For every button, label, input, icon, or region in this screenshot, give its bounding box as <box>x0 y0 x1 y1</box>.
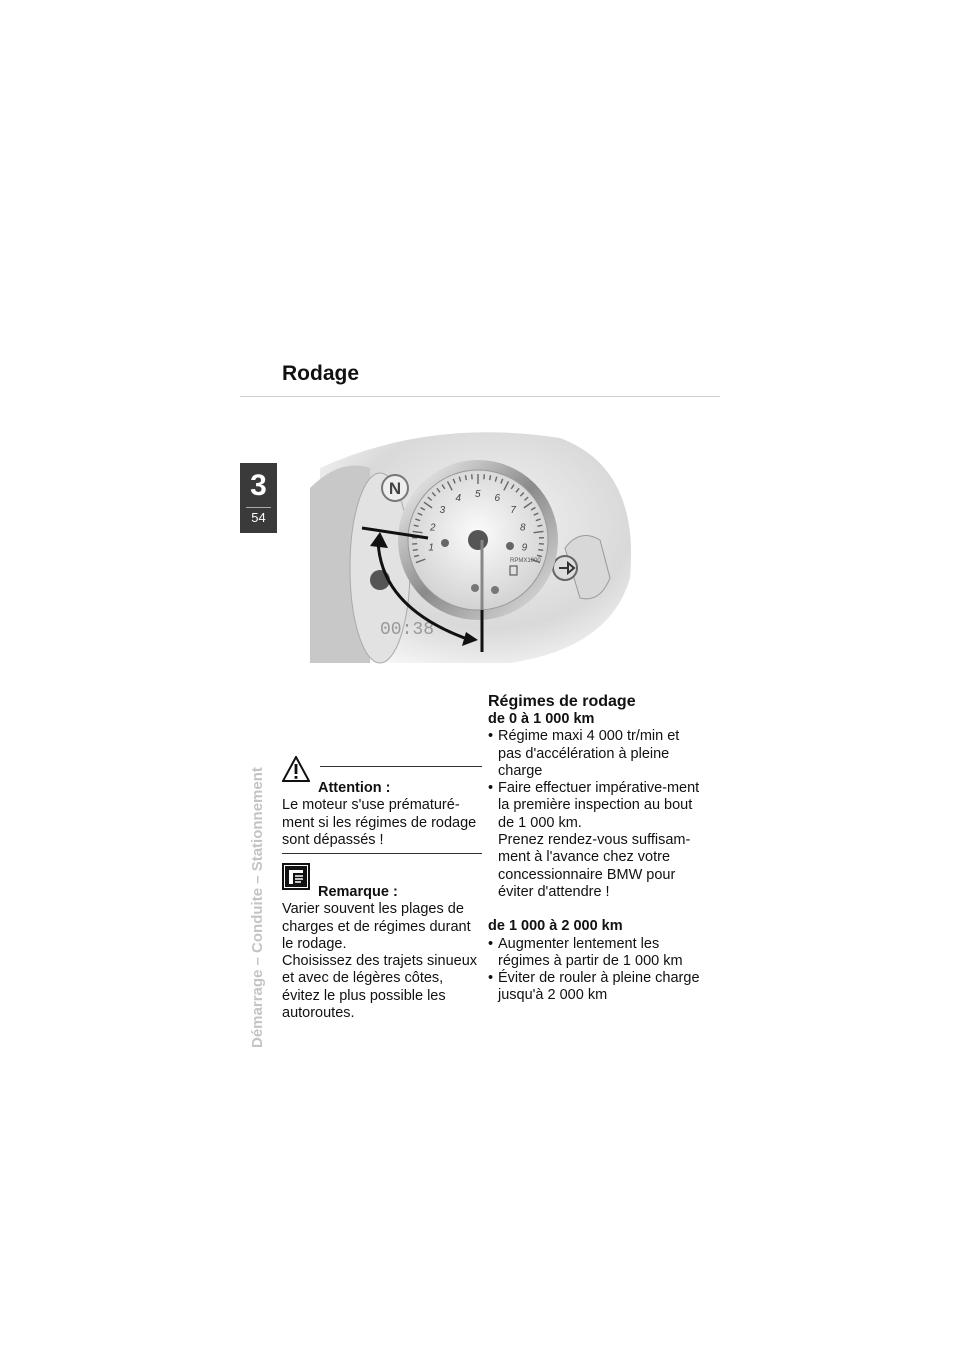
phase2-label: de 1 000 à 2 000 km <box>488 918 623 935</box>
chapter-section-title: Démarrage – Conduite – Stationnement <box>249 767 266 1048</box>
tach-number: 4 <box>455 493 462 505</box>
attention-top-rule <box>320 766 482 767</box>
phase1-followup: Prenez rendez-vous suffisam-ment à l'avance chez votre concessionnaire BMW pour éviter d'attendre ! <box>498 832 691 900</box>
tach-number: 1 <box>428 542 434 554</box>
attention-bottom-rule <box>282 853 482 854</box>
list-item: • Éviter de rouler à pleine charge jusqu'à 2 000 km <box>488 970 703 1005</box>
chapter-tab <box>240 463 277 533</box>
phase2-list <box>488 936 703 1005</box>
phase1-label: de 0 à 1 000 km <box>488 711 595 727</box>
svg-text:00:38: 00:38 <box>380 620 435 640</box>
chapter-divider <box>246 507 271 508</box>
note-icon <box>282 863 310 890</box>
tach-tick <box>538 550 543 551</box>
remark-paragraph: Choisissez des trajets sinueux et avec de légères côtes, évitez le plus possible les autoroutes. <box>282 953 478 1022</box>
tach-number: 8 <box>520 522 526 534</box>
remark-box <box>282 863 482 1022</box>
list-item: • Régime maxi 4 000 tr/min et pas d'accélération à pleine charge <box>488 728 703 780</box>
attention-box <box>282 758 482 854</box>
tach-number: 2 <box>429 522 436 534</box>
tach-number: 7 <box>510 505 516 517</box>
remark-label: Remarque : <box>318 884 398 900</box>
list-item: • Augmenter lentement les régimes à partir de 1 000 km <box>488 936 703 971</box>
tach-tick <box>490 475 491 480</box>
svg-text:RPMX1000: RPMX1000 <box>510 558 541 564</box>
tach-number: 3 <box>439 505 446 517</box>
rodage-section <box>488 692 703 1005</box>
instrument-cluster-figure <box>310 428 670 668</box>
tach-number: 5 <box>475 489 481 500</box>
page-title: Rodage <box>282 362 360 385</box>
attention-label: Attention : <box>318 780 391 796</box>
page-number: 54 <box>251 510 266 525</box>
tach-tick <box>413 550 418 551</box>
attention-text: Le moteur s'use prématuré-ment si les régimes de rodage sont dépassés ! <box>282 797 477 848</box>
title-rule <box>240 396 720 397</box>
list-item: • Faire effectuer impérative-ment la première inspection au bout de 1 000 km. <box>488 780 703 832</box>
section-heading: Régimes de rodage <box>488 693 636 710</box>
remark-paragraph: Varier souvent les plages de charges et de régimes durant le rodage. <box>282 901 471 952</box>
tach-number: 6 <box>494 493 501 505</box>
svg-text:N: N <box>388 479 402 498</box>
phase1-list <box>488 728 703 832</box>
chapter-number: 3 <box>250 469 267 502</box>
warning-icon <box>282 756 310 782</box>
tach-number: 9 <box>521 542 528 554</box>
tach-tick <box>465 475 466 480</box>
